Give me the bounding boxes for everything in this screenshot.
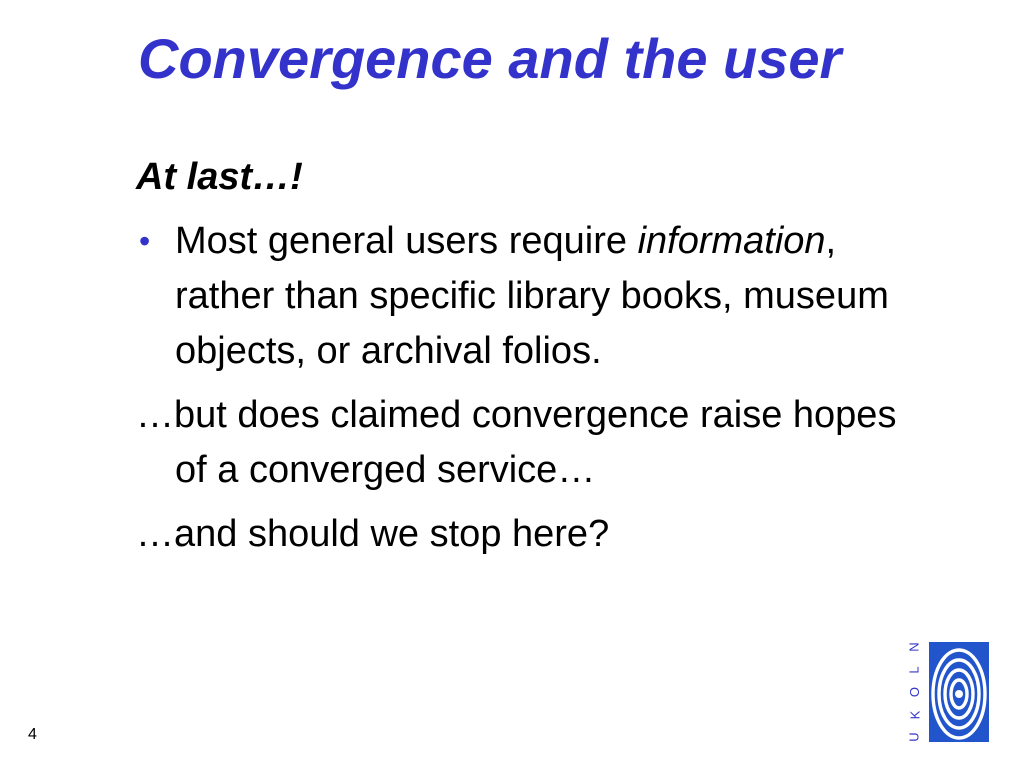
page-number: 4 <box>28 726 37 743</box>
ukoln-logo <box>905 640 989 744</box>
logo-letter: U <box>906 732 922 742</box>
logo-eye-icon <box>929 642 989 742</box>
logo-letter: L <box>906 665 922 674</box>
bullet-icon: • <box>139 223 151 259</box>
slide-title: Convergence and the user <box>138 27 842 90</box>
paragraph-convergence: …but does claimed convergence raise hopes of a converged service… <box>136 394 897 491</box>
subheading: At last…! <box>136 156 303 198</box>
paragraph-stop-here: …and should we stop here? <box>136 513 610 555</box>
logo-wordmark <box>905 640 925 744</box>
logo-letter: K <box>906 710 922 719</box>
logo-letter: O <box>907 686 922 698</box>
bullet-text-start: Most general users require <box>175 220 638 262</box>
bullet-item <box>136 214 936 379</box>
slide-body <box>136 150 936 571</box>
bullet-text-end: , rather than specific library books, museum objects, or archival folios. <box>175 220 889 372</box>
bullet-emphasis: information <box>637 220 826 262</box>
logo-letter: N <box>906 642 922 652</box>
